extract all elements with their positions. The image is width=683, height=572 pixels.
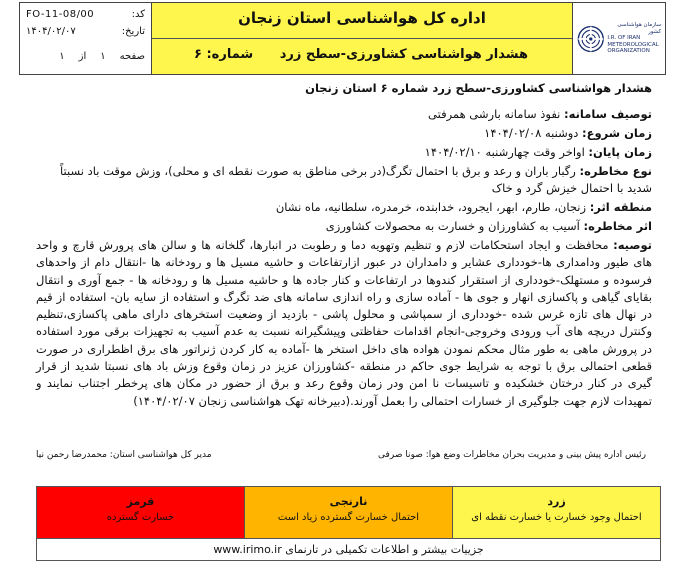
recommendation-value: محافظت و ایجاد استحکامات لازم و تنظیم وتهویه دما و رطوبت در انبارها، گلخانه ها و سالن های پرورش قارچ و واحد های طیور ودامداری ها-خودداری عشایر و دامداران در عبور ازارتفاعات و حاشیه مسیل ها و رودخانه ها -انتقال دام از واحدهای فرسوده و مستهلک-خودداری از استقرار کندوها در ارتفاعات و کنار جاده ها و حاشیه مسیل ها و رودخانه ها - جمع آوری و انتقال بقایای گیاهی و پاکسازی انهار و جوی ها - آماده سازی و راه اندازی سامانه های ضد تگرگ و استفاده از سایه بان- استفاده از قیم در نهال های تازه غرس شده -خودداری از سمپاشی و محلول پاشی - بازدید از وضعیت استخرهای دارای ماهی پاکسازی،تنظیم وکنترل دریچه های آب ورودی وخروجی-انجام اقدامات حفاظتی وپیشگیرانه نسبت به عدم آسیب به تجهیزات برقی مورد استفاده در پرورش ماهی به طور مثال محکم نمودن هواده های داخل استخر ها -آماده به کار کردن ژنراتور های برق اظطراری در صورت قطعی احتمالی برق با توجه به شرایط جوی حاکم در منطقه -کشاورزان عزیز در زمان وقوع وزش باد های نسبتا شدید از قرار گیری در کنار درختان خشکیده و تاسیسات نا امن ودر زمان وقوع رعد و برق از حضور در مکان های پرخطر اجتناب نمایند و تمهیدات لازم جهت جلوگیری از خسارات احتمالی را بعمل آورند.(دبیرخانه تهک هواشناسی زنجان ۱۴۰۴/۰۲/۰۷) xyxy=(36,238,652,408)
area-label: منطقه اثر: xyxy=(589,200,652,214)
severity-yellow-desc: احتمال وجود خسارت یا خسارت نقطه ای xyxy=(471,512,642,523)
severity-yellow-name: زرد xyxy=(547,495,566,508)
page-row xyxy=(26,48,145,65)
header-divider xyxy=(152,38,572,39)
warning-level-title: هشدار هواشناسی کشاورزی-سطح زرد xyxy=(279,47,528,62)
code-label: کد: xyxy=(131,9,145,20)
impact-value: آسیب به کشاورزان و خسارت به محصولات کشاورزی xyxy=(325,219,580,233)
footer-info xyxy=(36,539,661,561)
signature-forecast-head: رئیس اداره پیش بینی و مدیریت بحران مخاطرات وضع هوا: صونا صرفی xyxy=(378,450,646,460)
field-hazard xyxy=(36,163,652,197)
end-label: زمان پایان: xyxy=(588,145,652,159)
meteorological-logo-icon xyxy=(577,24,605,54)
field-recommendation xyxy=(36,237,652,410)
date-value: ۱۴۰۴/۰۲/۰۷ xyxy=(26,26,76,37)
date-label: تاریخ: xyxy=(121,26,145,37)
field-end xyxy=(36,144,652,161)
field-area xyxy=(36,199,652,216)
document-meta xyxy=(20,3,152,74)
logo-group xyxy=(577,22,661,55)
document-body xyxy=(36,80,652,412)
page-of: از xyxy=(78,51,87,62)
logo-text-fa: سازمان هواشناسی کشور xyxy=(617,22,662,35)
page-total: ۱ xyxy=(59,51,65,62)
header-title-block xyxy=(152,3,573,74)
severity-yellow xyxy=(453,487,660,538)
organization-logo xyxy=(573,3,665,74)
hazard-label: نوع مخاطره: xyxy=(579,164,652,178)
description-label: توصیف سامانه: xyxy=(564,107,652,121)
hazard-value: رگبار باران و رعد و برق با احتمال تگرگ(در برخی مناطق به صورت نقطه ای و محلی)، وزش موقت باد نسبتاً شدید با احتمال خیزش گرد و خاک xyxy=(60,164,652,195)
signature-director-general: مدیر کل هواشناسی استان: محمدرضا رحمن نیا xyxy=(36,450,212,460)
severity-levels-table xyxy=(36,486,661,539)
start-label: زمان شروع: xyxy=(582,126,652,140)
page-current: ۱ xyxy=(100,51,106,62)
severity-orange-name: نارنجی xyxy=(329,495,368,508)
impact-label: اثر مخاطره: xyxy=(583,219,652,233)
end-value: اواخر وقت چهارشنبه ۱۴۰۴/۰۲/۱۰ xyxy=(424,145,585,159)
severity-red-desc: خسارت گسترده xyxy=(106,512,175,523)
code-value: FO-11-08/00 xyxy=(26,9,95,20)
logo-text xyxy=(607,22,661,55)
footer-text: جزییات بیشتر و اطلاعات تکمیلی در تارنمای xyxy=(285,543,484,556)
field-description xyxy=(36,106,652,123)
date-row xyxy=(26,23,145,40)
page-label: صفحه xyxy=(119,51,145,62)
severity-orange xyxy=(245,487,453,538)
recommendation-label: توصیه: xyxy=(613,238,653,252)
severity-red-name: قرمز xyxy=(126,495,155,508)
area-value: زنجان، طارم، ابهر، ایجرود، خدابنده، خرمدره، سلطانیه، ماه نشان xyxy=(275,200,587,214)
field-start xyxy=(36,125,652,142)
logo-text-en-3: ORGANIZATION xyxy=(607,48,650,55)
document-title: هشدار هواشناسی کشاورزی-سطح زرد شماره ۶ استان زنجان xyxy=(305,81,652,95)
page-title: اداره کل هواشناسی استان زنجان xyxy=(238,9,486,27)
document-header xyxy=(19,2,666,75)
start-value: دوشنبه ۱۴۰۴/۰۲/۰۸ xyxy=(484,126,579,140)
severity-orange-desc: احتمال خسارت گسترده زیاد است xyxy=(277,512,420,523)
code-row xyxy=(26,6,145,23)
logo-text-en-2: METEOROLOGICAL xyxy=(607,41,659,48)
logo-text-en-1: I.R. OF IRAN xyxy=(607,35,641,42)
description-value: نفوذ سامانه بارشی همرفتی xyxy=(428,107,561,121)
severity-red xyxy=(37,487,245,538)
website-link[interactable]: www.irimo.ir xyxy=(213,543,282,556)
warning-number: شماره: ۶ xyxy=(194,47,254,62)
field-impact xyxy=(36,218,652,235)
